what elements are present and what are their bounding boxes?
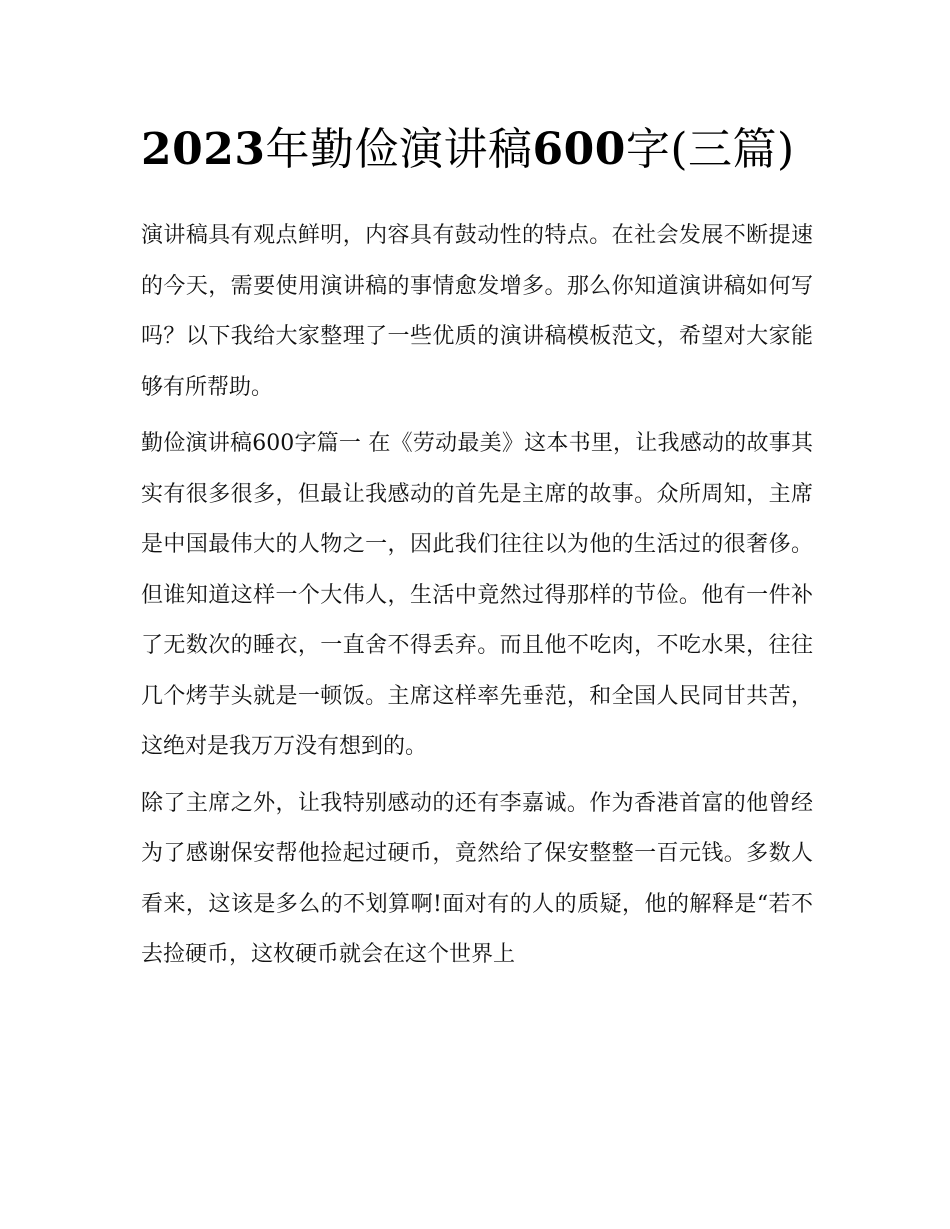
title-year: 2023 bbox=[141, 124, 266, 175]
intro-paragraph: 演讲稿具有观点鲜明，内容具有鼓动性的特点。在社会发展不断提速的今天，需要使用演讲稿的事情愈发增多。那么你知道演讲稿如何写吗？以下我给大家整理了一些优质的演讲稿模板范文，希望对大家能够有所帮助。 bbox=[141, 223, 813, 400]
title-text-1: 年勤俭演讲稿 bbox=[265, 124, 533, 175]
body-paragraph-1: 勤俭演讲稿600字篇一 在《劳动最美》这本书里，让我感动的故事其实有很多很多，但最让我感动的首先是主席的故事。众所周知，主席是中国最伟大的人物之一，因此我们往往以为他的生活过的很奢侈。但谁知道这样一个大伟人，生活中竟然过得那样的节俭。他有一件补了无数次的睡衣，一直舍不得丢弃。而且他不吃肉，不吃水果，往往几个烤芋头就是一顿饭。主席这样率先垂范，和全国人民同甘共苦，这绝对是我万万没有想到的。 bbox=[141, 431, 813, 759]
document-title bbox=[141, 112, 813, 187]
document-content bbox=[141, 112, 813, 987]
body-paragraph-2: 除了主席之外，让我特别感动的还有李嘉诚。作为香港首富的他曾经为了感谢保安帮他捡起过硬币，竟然给了保安整整一百元钱。多数人看来，这该是多么的不划算啊!面对有的人的质疑，他的解释是“若不去捡硬币，这枚硬币就会在这个世界上 bbox=[141, 790, 813, 967]
title-text-2: 字(三篇) bbox=[625, 124, 795, 175]
title-word-count: 600 bbox=[532, 124, 626, 175]
